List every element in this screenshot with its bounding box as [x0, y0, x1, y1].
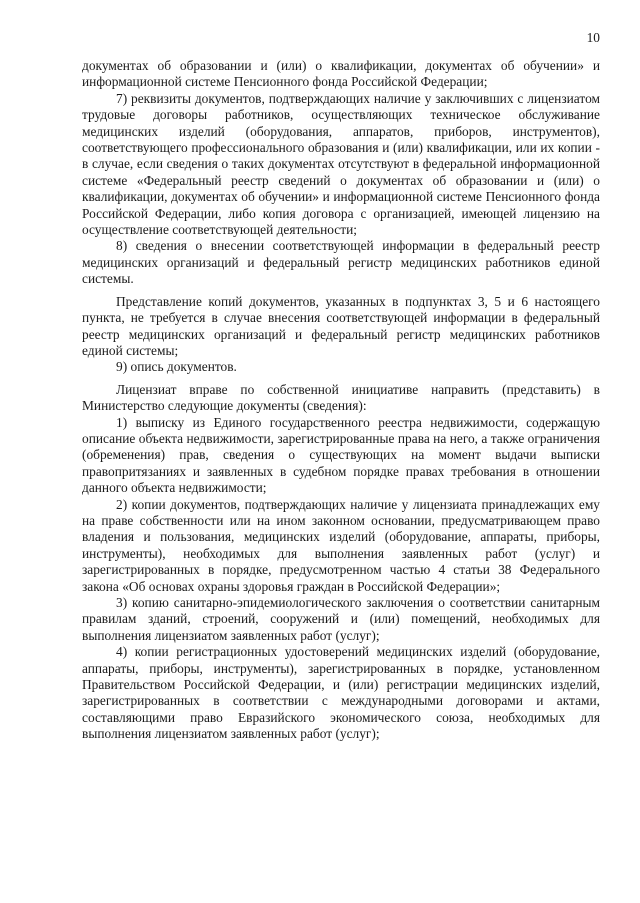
list-item-9: 9) опись документов.: [116, 359, 237, 375]
list-item-8: 8) сведения о внесении соответствующей информации в федеральный реестр медицинских организаций и федеральный регистр медицинских работников единой системы.: [82, 238, 600, 287]
list-item-4: 4) копии регистрационных удостоверений медицинских изделий (оборудование, аппараты, приборы, инструменты), зарегистрированных в порядке, установленном Правительством Российской Федерации, и (или) регистрации медицинских изделий, зарегистрированных в соответствии с международными договорами и актами, составляющими право Евразийского экономического союза, необходимых для выполнения лицензиатом заявленных работ (услуг);: [82, 644, 600, 742]
document-body: [82, 58, 600, 743]
list-item-3: 3) копию санитарно-эпидемиологического заключения о соответствии санитарным правилам зданий, строений, сооружений и (или) помещений, необходимых для выполнения лицензиатом заявленных работ (услуг);: [82, 595, 600, 643]
list-item-2: 2) копии документов, подтверждающих наличие у лицензиата принадлежащих ему на праве собственности или на ином законном основании, предусматривающем право владения и пользования, медицинских изделий (оборудование, аппараты, приборы, инструменты), необходимых для выполнения заявленных работ (услуг) и зарегистрированных в порядке, предусмотренном частью 4 статьи 38 Федерального закона «Об основах охраны здоровья граждан в Российской Федерации»;: [82, 496, 600, 594]
list-item-7: 7) реквизиты документов, подтверждающих наличие у заключивших с лицензиатом трудовые договоры работников, осуществляющих техническое обслуживание медицинских изделий (оборудования, аппаратов, приборов, инструментов), соответствующего профессионального образования и (или) квалификации, или их копии - в случае, если сведения о таких документах отсутствуют в федеральной информационной системе «Федеральный реестр сведений о документах об образовании и (или) о квалификации, документах об обучении» и информационной системе Пенсионного фонда Российской Федерации, либо копия договора с организацией, имеющей лицензию на осуществление соответствующей деятельности;: [82, 90, 600, 238]
paragraph-note: Представление копий документов, указанных в подпунктах 3, 5 и 6 настоящего пункта, не требуется в случае внесения соответствующей информации в федеральный реестр медицинских организаций и федеральный регистр медицинских работников единой системы;: [82, 293, 600, 358]
paragraph-intro: Лицензиат вправе по собственной инициативе направить (представить) в Министерство следующие документы (сведения):: [82, 381, 600, 414]
paragraph-continuation: документах об образовании и (или) о квалификации, документах об обучении» и информационной системе Пенсионного фонда Российской Федерации;: [82, 58, 600, 90]
page-number: 10: [586, 30, 600, 45]
list-item-1: 1) выписку из Единого государственного реестра недвижимости, содержащую описание объекта недвижимости, зарегистрированные права на него, а также ограничения (обременения) прав, сведения о существующих на момент выдачи выписки правопритязаниях и заявленных в судебном порядке правах требования в отношении данного объекта недвижимости;: [82, 414, 600, 496]
